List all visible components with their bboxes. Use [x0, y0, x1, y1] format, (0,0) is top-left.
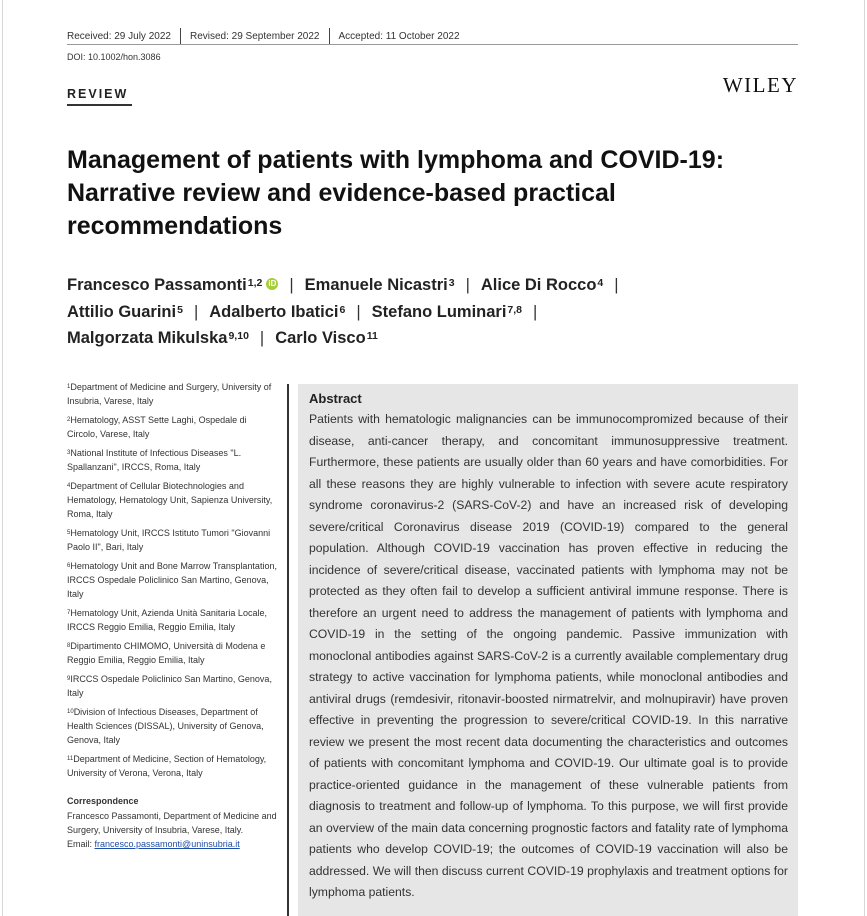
affiliation — [67, 752, 277, 780]
author-name[interactable]: Adalberto Ibatici — [209, 302, 339, 321]
author-separator: | — [465, 276, 470, 294]
affiliation-number: 6 — [67, 563, 71, 569]
affiliation — [67, 639, 277, 667]
affiliations-column — [67, 380, 277, 851]
author-affiliation-ref: 7,8 — [507, 303, 523, 316]
author-name[interactable]: Emanuele Nicastri — [304, 276, 448, 294]
author-name[interactable]: Francesco Passamonti — [67, 276, 247, 294]
author-affiliation-ref: 9,10 — [228, 330, 249, 342]
author-line — [67, 299, 787, 326]
author-name[interactable]: Alice Di Rocco — [480, 276, 597, 294]
header-rule — [67, 44, 798, 45]
affiliation-text: Department of Cellular Biotechnologies and Hematology, Hematology Unit, Sapienza University, Roma, Italy — [67, 481, 273, 519]
affiliation-text: Hematology Unit, IRCCS Istituto Tumori "Giovanni Paolo II", Bari, Italy — [67, 528, 271, 552]
author-separator: | — [289, 276, 294, 294]
separator — [180, 28, 181, 45]
affiliation-number: 3 — [67, 450, 71, 456]
email-label: Email: — [67, 839, 95, 849]
accepted-date: Accepted: 11 October 2022 — [338, 31, 460, 42]
affiliation-text: Hematology Unit, Azienda Unità Sanitaria Locale, IRCCS Reggio Emilia, Reggio Emilia, Italy — [67, 608, 267, 632]
article-title: Management of patients with lymphoma and COVID-19: Narrative review and evidence-based practical recommendations — [67, 146, 725, 240]
author-affiliation-ref: 6 — [339, 303, 346, 316]
affiliation — [67, 380, 277, 408]
received-date: Received: 29 July 2022 — [67, 31, 171, 42]
orcid-icon[interactable]: iD — [268, 278, 277, 288]
doi: DOI: 10.1002/hon.3086 — [67, 52, 161, 62]
affiliation-number: 7 — [67, 610, 71, 616]
section-underline — [67, 104, 132, 106]
separator — [329, 28, 330, 45]
publisher-logo: WILEY — [722, 73, 798, 97]
affiliation — [67, 705, 277, 747]
author-separator: | — [614, 276, 619, 294]
affiliation-number: 11 — [67, 756, 74, 762]
affiliation-text: Hematology, ASST Sette Laghi, Ospedale di Circolo, Varese, Italy — [67, 415, 247, 439]
author-affiliation-ref: 3 — [448, 277, 455, 289]
affiliation — [67, 479, 277, 521]
affiliation — [67, 413, 277, 441]
correspondence-email-line — [67, 837, 277, 851]
affiliation — [67, 672, 277, 700]
abstract-heading: Abstract — [309, 391, 362, 406]
section-label: REVIEW — [67, 87, 129, 101]
affiliation-number: 4 — [67, 483, 71, 489]
email-link[interactable]: francesco.passamonti@uninsubria.it — [94, 839, 240, 849]
correspondence-text: Francesco Passamonti, Department of Medicine and Surgery, University of Insubria, Varese, Italy. — [67, 811, 277, 835]
affiliation-number: 10 — [67, 709, 74, 715]
affiliation-number: 2 — [67, 417, 71, 423]
affiliation-number: 5 — [67, 530, 71, 536]
revised-date: Revised: 29 September 2022 — [189, 31, 320, 42]
author-separator: | — [259, 329, 265, 347]
affiliation — [67, 559, 277, 601]
author-separator: | — [356, 302, 361, 321]
affiliation — [67, 606, 277, 634]
affiliation-text: Hematology Unit and Bone Marrow Transplantation, IRCCS Ospedale Policlinico San Martino, Genova, Italy — [67, 561, 277, 599]
affiliation-text: IRCCS Ospedale Policlinico San Martino, Genova, Italy — [67, 674, 272, 698]
affiliation-text: National Institute of Infectious Diseases "L. Spallanzani", IRCCS, Roma, Italy — [67, 448, 242, 472]
affiliation-text: Dipartimento CHIMOMO, Università di Modena e Reggio Emilia, Reggio Emilia, Italy — [67, 641, 266, 665]
author-separator: | — [533, 302, 538, 321]
author-separator: | — [193, 302, 199, 321]
affiliation-text: Department of Medicine and Surgery, University of Insubria, Varese, Italy — [67, 382, 272, 406]
affiliation — [67, 526, 277, 554]
affiliation-number: 9 — [67, 676, 71, 682]
column-divider — [287, 384, 289, 916]
abstract-box — [298, 384, 798, 916]
author-line — [67, 325, 787, 352]
author-affiliation-ref: 11 — [366, 330, 378, 342]
author-name[interactable]: Malgorzata Mikulska — [67, 329, 228, 347]
affiliation-text: Division of Infectious Diseases, Department of Health Sciences (DISSAL), University of Genova, Genova, Italy — [67, 707, 264, 745]
author-name[interactable]: Attilio Guarini — [67, 302, 177, 321]
author-name[interactable]: Stefano Luminari — [371, 302, 507, 321]
author-affiliation-ref: 1,2 — [247, 277, 263, 289]
abstract-text: Patients with hematologic malignancies can be immunocompromized because of their disease, anti-cancer therapy, and concomitant immunosuppressive treatment. Furthermore, these patients are usually older than 60 years and have comorbidities. For all these reasons they are highly vulnerable to infection with severe acute respiratory syndrome coronavirus-2 (SARS-CoV-2) and have an increased risk of developing severe/critical Coronavirus disease 2019 (COVID-19) compared to the general population. Although COVID-19 vaccination has proven effective in reducing the incidence of severe/critical disease, vaccinated patients with lymphoma may not be protected as they often fail to develop a sufficient antiviral immune response. There is therefore an urgent need to address the management of patients with lymphoma and COVID-19 in the setting of the ongoing pandemic. Passive immunization with monoclonal antibodies against SARS-CoV-2 is a currently available complementary drug strategy to active vaccination for lymphoma patients, while monoclonal antibodies and antiviral drugs (remdesivir, ritonavir-boosted nirmatrelvir, and molnupiravir) have proven effective in preventing the progression to severe/critical COVID-19. In this narrative review we present the most recent data documenting the characteristics and outcomes of patients with concomitant lymphoma and COVID-19. Our ultimate goal is to provide practice-oriented guidance in the management of these vulnerable patients from diagnosis to treatment and follow-up of lymphoma. To this purpose, we will first provide an overview of the main data concerning prognostic factors and fatality rate of lymphoma patients who develop COVID-19; the outcomes of COVID-19 vaccination will also be addressed. We will then discuss current COVID-19 prophylaxis and treatment options for lymphoma patients. — [309, 412, 788, 899]
author-name[interactable]: Carlo Visco — [275, 329, 366, 347]
correspondence-heading: Correspondence — [67, 796, 139, 806]
author-line — [67, 272, 787, 299]
affiliation-number: 1 — [67, 384, 71, 390]
author-affiliation-ref: 5 — [177, 303, 183, 316]
affiliation-number: 8 — [67, 643, 71, 649]
author-affiliation-ref: 4 — [597, 277, 604, 289]
dates-row — [67, 28, 460, 45]
affiliation — [67, 446, 277, 474]
author-list — [67, 272, 787, 352]
affiliation-text: Department of Medicine, Section of Hematology, University of Verona, Verona, Italy — [67, 754, 267, 778]
